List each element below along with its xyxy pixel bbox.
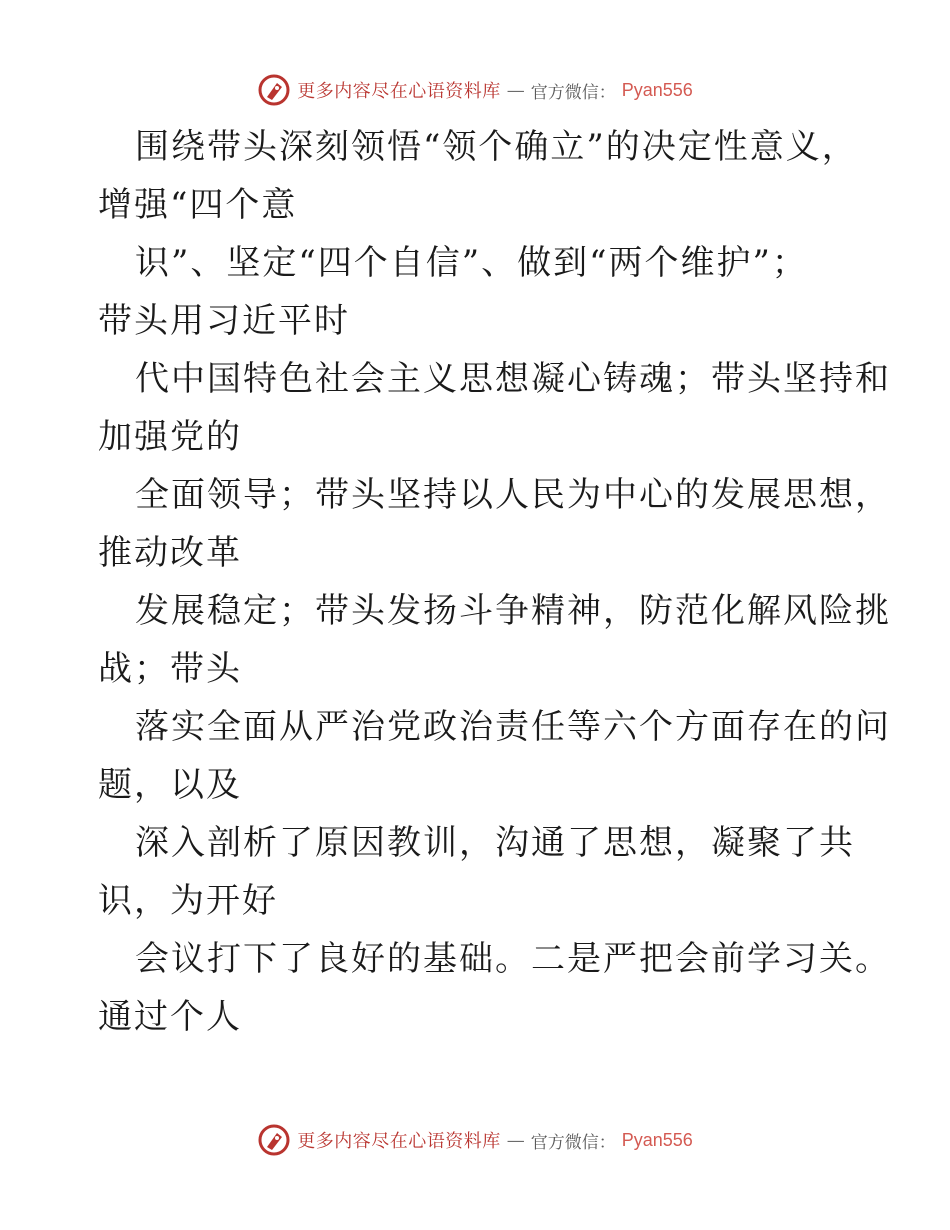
body-line: 落实全面从严治党政治责任等六个方面存在的问 [135,707,891,747]
footer-separator: — [506,1129,525,1151]
header-brand-text: 更多内容尽在心语资料库 [297,81,501,102]
body-line: 带头用习近平时 [98,301,350,341]
body-line: 发展稳定；带头发扬斗争精神，防范化解风险挑 [135,591,891,631]
body-line: 推动改革 [98,533,242,573]
body-line: 会议打下了良好的基础。二是严把会前学习关。 [135,939,891,979]
body-line: 加强党的 [98,417,242,457]
body-line: 代中国特色社会主义思想凝心铸魂；带头坚持和 [135,359,891,399]
body-line: 识，为开好 [98,881,278,921]
body-line: 通过个人 [98,997,242,1037]
body-line: 题，以及 [98,765,242,805]
document-body [0,118,950,1046]
footer-wechat-label: 官方微信： [530,1132,616,1153]
body-line: 识”、坚定“四个自信”、做到“两个维护”； [135,243,808,283]
footer-wechat-id: Pyan556 [621,1129,693,1150]
body-line: 深入剖析了原因教训，沟通了思想，凝聚了共 [135,823,855,863]
body-line: 战；带头 [98,649,242,689]
header-wechat-id: Pyan556 [621,79,693,100]
body-line: 全面领导；带头坚持以人民为中心的发展思想， [135,475,891,515]
body-line: 增强“四个意 [98,185,298,225]
body-line: 围绕带头深刻领悟“领个确立”的决定性意义， [135,127,858,167]
footer-banner [0,1120,950,1160]
header-separator: — [506,79,525,101]
header-banner [0,70,950,110]
pen-nib-logo-icon [257,73,291,107]
pen-nib-logo-icon [257,1123,291,1157]
header-wechat-label: 官方微信： [530,82,616,103]
footer-brand-text: 更多内容尽在心语资料库 [297,1131,501,1152]
